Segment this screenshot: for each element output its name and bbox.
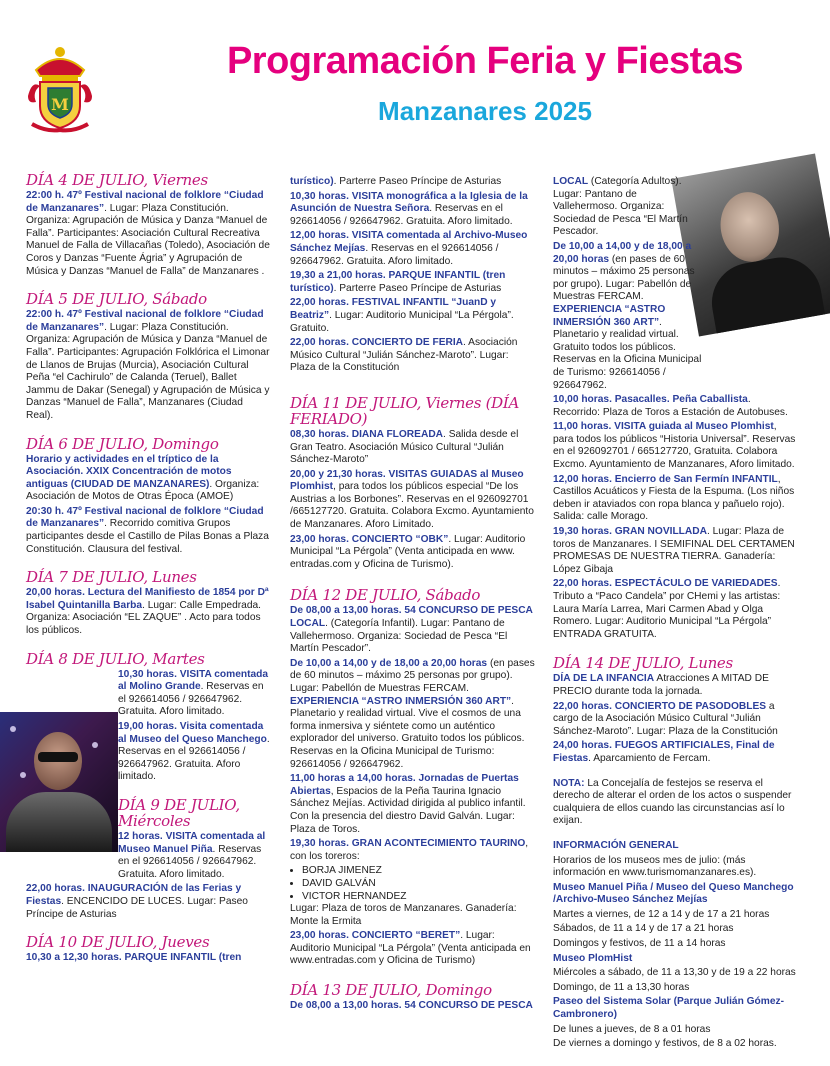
event: 22:00 h. 47º Festival nacional de folklore “Ciudad de Manzanares”. Lugar: Plaza Constitución. Organiza: Agrupación de Música y Danza “Manuel de Falla”. Participantes: Asociación Cultural Recreativa Manuel de Falla de Villacañas (Toledo), Asociación de Coros y Danzas “Fuente Ágria” y Agrupación de Música y Danzas “Manuel de Falla” de Manzanares . bbox=[26, 190, 270, 277]
event: 10,30 horas. VISITA monográfica a la Iglesia de la Asunción de Nuestra Señora. Reservas en el 926614056 / 926647962. Gratuita. Aforo limitado. bbox=[290, 190, 528, 227]
list-item: • VICTOR HERNANDEZ bbox=[302, 891, 536, 904]
event: 23,00 horas. CONCIERTO “BERET”. Lugar: Auditorio Municipal “La Pérgola” (Venta anticipada en www.entradas.com y Oficina de Turismo) bbox=[290, 930, 531, 967]
event: LOCAL (Categoría Adultos). Lugar: Pantano de Vallehermoso. Organiza: Sociedad de Pesca “El Martín Pescador. bbox=[553, 176, 688, 238]
event: 11,00 horas. VISITA guiada al Museo Plomhist, para todos los públicos “Historia Universal”. Reservas en el 926092701 / 665127720, Gratuita. Colabora Excmo. Ayuntamiento de Manzanares, Aforo limitado. bbox=[553, 421, 796, 471]
event: 12 horas. VISITA comentada al Museo Manuel Piña. Reservas en el 926614056 / 926647962. Gratuita. Aforo limitado. bbox=[118, 830, 266, 880]
event: Horario y actividades en el tríptico de la Asociación. XXIX Concentración de motos antiguas (CIUDAD DE MANZANARES). Organiza: Asociación de Motos de Otras Época (AMOE) bbox=[26, 453, 260, 503]
hours: De viernes a domingo y festivos, de 8 a 02 horas. bbox=[553, 1038, 777, 1050]
event: DÍA DE LA INFANCIA Atracciones A MITAD DE PRECIO durante toda la jornada. bbox=[553, 673, 769, 697]
column-1 bbox=[26, 172, 272, 967]
hours: Domingo, de 11 a 13,30 horas bbox=[553, 981, 690, 993]
svg-text:M: M bbox=[51, 95, 69, 114]
event: 20:30 h. 47º Festival nacional de folklore “Ciudad de Manzanares”. Recorrido comitiva Grupos participantes desde el Castillo de Pilas Bonas a Plaza Constitución. Clausura del festival. bbox=[26, 505, 269, 555]
day-heading: DÍA 4 DE JULIO, Viernes bbox=[26, 171, 208, 189]
event: 20,00 horas. Lectura del Manifiesto de 1854 por Dª Isabel Quintanilla Barba. Lugar: Calle Empedrada. Organiza: Asociación “EL ZAQUE” . Acto para todos los públicos. bbox=[26, 587, 269, 637]
event: 10,30 horas. VISITA comentada al Molino Grande. Reservas en el 926614056 / 926647962. Gratuita. Aforo limitado. bbox=[118, 668, 269, 718]
event: 19,00 horas. Visita comentada al Museo del Queso Manchego. Reservas en el 926614056 / 926647962. Gratuita. Aforo limitado. bbox=[118, 721, 270, 783]
coat-of-arms-icon bbox=[22, 40, 98, 134]
hours: Sábados, de 11 a 14 y de 17 a 21 horas bbox=[553, 923, 734, 935]
column-3 bbox=[553, 176, 797, 1053]
event: De 08,00 a 13,00 horas. 54 CONCURSO DE PESCA bbox=[290, 1000, 533, 1012]
day-heading: DÍA 9 DE JULIO, Miércoles bbox=[118, 795, 240, 830]
event: 19,30 a 21,00 horas. PARQUE INFANTIL (tren turístico). Parterre Paseo Príncipe de Asturias bbox=[290, 270, 506, 294]
column-2 bbox=[290, 176, 536, 1015]
hours: Domingos y festivos, de 11 a 14 horas bbox=[553, 938, 726, 950]
narrow-block bbox=[553, 176, 703, 392]
event: De 10,00 a 14,00 y de 18,00 a 20,00 horas (en pases de 60 minutos – máximo 25 personas por grupo). Lugar: Pabellón de Muestras FERCAM. EXPERIENCIA “ASTRO INMERSIÓN 360 ART”. Planetario y realidad virtual. Vive el cosmos de una forma inmersiva y siéntete como un auténtico explorador del universo. Gratuito todos los públicos. Reservas en la Oficina Municipal de Turismo: 926614056 / 926647962. bbox=[290, 657, 535, 770]
page-title: Programación Feria y Fiestas bbox=[226, 40, 744, 82]
event: 12,00 horas. Encierro de San Fermín INFANTIL, Castillos Acuáticos y Fiesta de la Espuma. (Los niños deben ir ataviados con ropa blanca y pañuelo rojo). Salida: calle Morago. bbox=[553, 473, 795, 523]
day-heading: DÍA 5 DE JULIO, Sábado bbox=[26, 290, 207, 309]
event: 22,00 horas. FESTIVAL INFANTIL “JuanD y Beatriz”. Lugar: Auditorio Municipal “La Pérgola”. Gratuito. bbox=[290, 297, 514, 334]
event: 22,00 horas. CONCIERTO DE PASODOBLES a cargo de la Asociación Músico Cultural “Julián Sánchez-Maroto”. Lugar: Plaza de la Constitución bbox=[553, 700, 778, 737]
museum-name: Paseo del Sistema Solar (Parque Julián Gómez-Cambronero) bbox=[553, 996, 784, 1021]
event: 10,30 a 12,30 horas. PARQUE INFANTIL (tren bbox=[26, 952, 242, 964]
day-heading: DÍA 6 DE JULIO, Domingo bbox=[26, 434, 219, 453]
event: De 10,00 a 14,00 y de 18,00 a 20,00 horas (en pases de 60 minutos – máximo 25 personas por grupo). Lugar: Pabellón de Muestras FERCAM. EXPERIENCIA “ASTRO INMERSIÓN 360 ART”. Planetario y realidad virtual. Gratuito todos los públicos. Reservas en la Oficina Municipal de Turismo: 926614056 / 926647962. bbox=[553, 240, 702, 391]
event: 08,30 horas. DIANA FLOREADA. Salida desde el Gran Teatro. Asociación Músico Cultural “Julián Sánchez-Maroto” bbox=[290, 428, 519, 466]
event: 22,00 horas. ESPECTÁCULO DE VARIEDADES. Tributo a “Paco Candela” por CHemi y las artistas: Laura María Larrea, Mari Carmen Abad y Olga Romero. Lugar: Auditorio Municipal “La Pérgola” ENTRADA GRATUITA. bbox=[553, 578, 781, 640]
info-intro: Horarios de los museos mes de julio: (más información en www.turismomanzanares.es). bbox=[553, 854, 757, 879]
event: Lugar: Plaza de toros de Manzanares. Ganadería: Monte la Ermita bbox=[290, 903, 517, 927]
day-heading: DÍA 10 DE JULIO, Jueves bbox=[26, 933, 210, 952]
event: 10,00 horas. Pasacalles. Peña Caballista. Recorrido: Plaza de Toros a Estación de Autobuses. bbox=[553, 394, 788, 418]
event: 22,00 horas. CONCIERTO DE FERIA. Asociación Músico Cultural “Julián Sánchez-Maroto”. Lugar: Plaza de la Constitución bbox=[290, 337, 518, 374]
event: 12,00 horas. VISITA comentada al Archivo-Museo Sánchez Mejías. Reservas en el 926614056 / 926647962. Gratuita. Aforo limitado. bbox=[290, 230, 528, 267]
event: turístico). Parterre Paseo Príncipe de Asturias bbox=[290, 176, 502, 187]
event: 20,00 y 21,30 horas. VISITAS GUIADAS al Museo Plomhist, para todos los públicos especial “De los Austrias a los Borbones”. Reservas en el 926092701 /665127720. Gratuita. Colabora Excmo. Ayuntamiento de Manzanares. Aforo Limitado. bbox=[290, 468, 534, 531]
page-subtitle: Manzanares 2025 bbox=[378, 96, 592, 126]
event: 22:00 h. 47º Festival nacional de folklore “Ciudad de Manzanares”. Lugar: Plaza Constitución. Organiza: Agrupación de Música y Danza “Manuel de Falla”. Participantes: Agrupación Folklórica el Limonar de Llanos de Brujas (Murcia), Asociación Cultural Peña “el Cachirulo” de Calanda (Teruel), Ballet Jammu de Dakar (Senegal) y Agrupación de Música y Danzas “Manuel de Falla”, Manzanares (Ciudad Real). bbox=[26, 309, 270, 421]
event: De 08,00 a 13,00 horas. 54 CONCURSO DE PESCA LOCAL. (Categoría Infantil). Lugar: Pantano de Vallehermoso. Organiza: Sociedad de Pesca “El Martín Pescador”. bbox=[290, 605, 533, 655]
event: 22,00 horas. INAUGURACIÓN de las Ferias y Fiestas. ENCENCIDO DE LUCES. Lugar: Paseo Príncipe de Asturias bbox=[26, 883, 248, 920]
list-item: • DAVID GALVÁN bbox=[302, 878, 536, 891]
event: 24,00 horas. FUEGOS ARTIFICIALES, Final de Fiestas. Aparcamiento de Fercam. bbox=[553, 740, 775, 764]
hours: De lunes a jueves, de 8 a 01 horas bbox=[553, 1023, 711, 1035]
event: 11,00 horas a 14,00 horas. Jornadas de Puertas Abiertas, Espacios de la Peña Taurina Ignacio Sánchez Mejías. Actividad dirigida al publico infantil. Con la presencia del diestro David Galván. Lugar: Plaza de Toros. bbox=[290, 773, 526, 835]
event: 19,30 horas. GRAN ACONTECIMIENTO TAURINO, con los toreros: bbox=[290, 838, 529, 862]
event: 19,30 horas. GRAN NOVILLADA. Lugar: Plaza de toros de Manzanares. I SEMIFINAL DEL CERTAMEN PROMESAS DE NUESTRA TIERRA. Ganadería: López Gibaja bbox=[553, 526, 795, 575]
day-heading: DÍA 14 DE JULIO, Lunes bbox=[553, 654, 733, 673]
museum-name: Museo Manuel Piña / Museo del Queso Manchego /Archivo-Museo Sánchez Mejías bbox=[553, 881, 794, 906]
hours: Martes a viernes, de 12 a 14 y de 17 a 21 horas bbox=[553, 908, 770, 920]
info-heading: INFORMACIÓN GENERAL bbox=[553, 839, 679, 851]
day-heading: DÍA 12 DE JULIO, Sábado bbox=[290, 586, 481, 605]
day-heading: DÍA 13 DE JULIO, Domingo bbox=[290, 981, 492, 1000]
hours: Miércoles a sábado, de 11 a 13,30 y de 19 a 22 horas bbox=[553, 967, 796, 979]
museum-name: Museo PlomHist bbox=[553, 952, 633, 964]
day-heading: DÍA 7 DE JULIO, Lunes bbox=[26, 568, 197, 587]
list-item: • BORJA JIMENEZ bbox=[302, 865, 536, 878]
indented-block bbox=[26, 669, 272, 882]
day-heading: DÍA 11 DE JULIO, Viernes (DÍA FERIADO) bbox=[290, 393, 520, 428]
day-heading: DÍA 8 DE JULIO, Martes bbox=[26, 649, 205, 668]
toreros-list bbox=[290, 865, 536, 903]
note: NOTA: La Concejalía de festejos se reserva el derecho de alterar el orden de los actos o suspender cualquiera de ellos cuando las circunstancias así lo exijan. bbox=[553, 777, 792, 827]
event: 23,00 horas. CONCIERTO “OBK”. Lugar: Auditorio Municipal “La Pérgola” (Venta anticipada en www. entradas.com y Oficina de Turismo). bbox=[290, 533, 526, 570]
